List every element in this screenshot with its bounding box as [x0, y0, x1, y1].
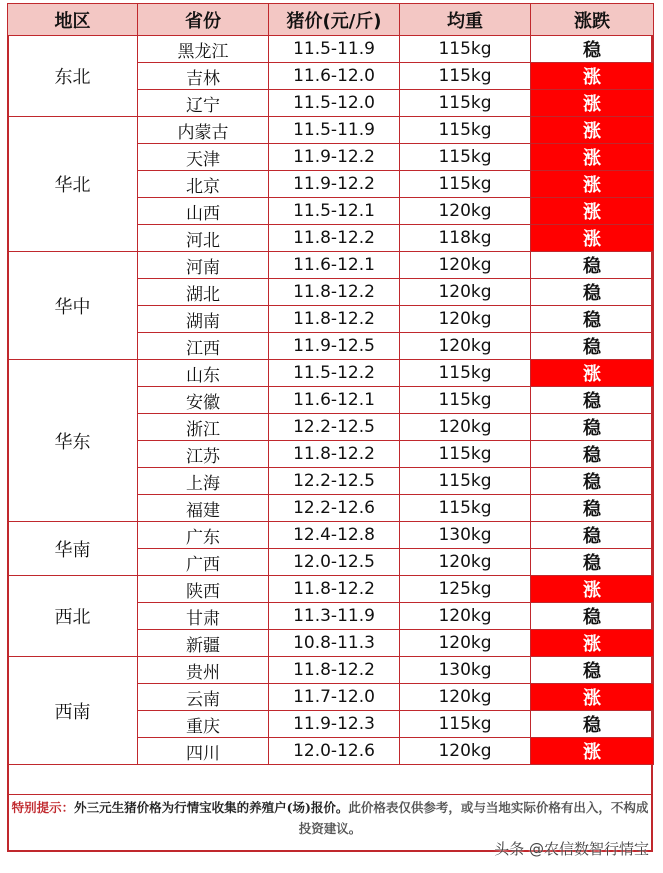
price-cell: 11.6-12.0 [269, 63, 400, 90]
province-cell: 云南 [138, 684, 269, 711]
trend-cell: 稳 [531, 603, 654, 630]
province-cell: 新疆 [138, 630, 269, 657]
table-row [8, 360, 654, 387]
trend-cell: 涨 [531, 576, 654, 603]
weight-cell: 115kg [400, 387, 531, 414]
weight-cell: 115kg [400, 468, 531, 495]
region-cell: 华南 [8, 522, 138, 576]
trend-cell: 稳 [531, 549, 654, 576]
price-cell: 11.5-12.0 [269, 90, 400, 117]
price-cell: 11.6-12.1 [269, 252, 400, 279]
price-cell: 12.2-12.5 [269, 414, 400, 441]
table-row [8, 657, 654, 684]
weight-cell: 130kg [400, 657, 531, 684]
price-cell: 12.2-12.6 [269, 495, 400, 522]
province-cell: 山东 [138, 360, 269, 387]
trend-cell: 稳 [531, 495, 654, 522]
table-row [8, 576, 654, 603]
region-cell: 西南 [8, 657, 138, 765]
province-cell: 吉林 [138, 63, 269, 90]
weight-cell: 120kg [400, 549, 531, 576]
weight-cell: 115kg [400, 63, 531, 90]
weight-cell: 125kg [400, 576, 531, 603]
price-cell: 11.3-11.9 [269, 603, 400, 630]
weight-cell: 120kg [400, 252, 531, 279]
price-cell: 11.9-12.5 [269, 333, 400, 360]
price-cell: 11.8-12.2 [269, 576, 400, 603]
price-cell: 11.5-12.1 [269, 198, 400, 225]
pig-price-table [7, 3, 654, 765]
weight-cell: 115kg [400, 117, 531, 144]
province-cell: 山西 [138, 198, 269, 225]
table-row [8, 36, 654, 63]
table-row [8, 522, 654, 549]
trend-cell: 涨 [531, 738, 654, 765]
price-cell: 11.9-12.2 [269, 171, 400, 198]
table-row [8, 117, 654, 144]
province-cell: 安徽 [138, 387, 269, 414]
weight-cell: 130kg [400, 522, 531, 549]
province-cell: 黑龙江 [138, 36, 269, 63]
region-cell: 华中 [8, 252, 138, 360]
price-cell: 12.4-12.8 [269, 522, 400, 549]
price-cell: 11.8-12.2 [269, 441, 400, 468]
trend-cell: 涨 [531, 144, 654, 171]
weight-cell: 120kg [400, 198, 531, 225]
header-trend: 涨跌 [531, 4, 654, 36]
weight-cell: 115kg [400, 360, 531, 387]
province-cell: 重庆 [138, 711, 269, 738]
note-prefix: 特别提示： [11, 800, 75, 815]
header-region: 地区 [8, 4, 138, 36]
province-cell: 天津 [138, 144, 269, 171]
weight-cell: 120kg [400, 630, 531, 657]
trend-cell: 涨 [531, 171, 654, 198]
trend-cell: 涨 [531, 360, 654, 387]
weight-cell: 115kg [400, 711, 531, 738]
price-cell: 11.6-12.1 [269, 387, 400, 414]
weight-cell: 115kg [400, 441, 531, 468]
price-cell: 11.8-12.2 [269, 306, 400, 333]
trend-cell: 稳 [531, 387, 654, 414]
province-cell: 河北 [138, 225, 269, 252]
region-cell: 西北 [8, 576, 138, 657]
province-cell: 河南 [138, 252, 269, 279]
price-cell: 12.0-12.6 [269, 738, 400, 765]
trend-cell: 稳 [531, 414, 654, 441]
trend-cell: 稳 [531, 657, 654, 684]
province-cell: 四川 [138, 738, 269, 765]
province-cell: 辽宁 [138, 90, 269, 117]
trend-cell: 稳 [531, 522, 654, 549]
header-province: 省份 [138, 4, 269, 36]
trend-cell: 稳 [531, 441, 654, 468]
table-row [8, 252, 654, 279]
region-cell: 华东 [8, 360, 138, 522]
province-cell: 浙江 [138, 414, 269, 441]
trend-cell: 涨 [531, 117, 654, 144]
trend-cell: 涨 [531, 90, 654, 117]
price-cell: 11.5-12.2 [269, 360, 400, 387]
weight-cell: 115kg [400, 90, 531, 117]
province-cell: 贵州 [138, 657, 269, 684]
trend-cell: 稳 [531, 468, 654, 495]
price-cell: 11.5-11.9 [269, 117, 400, 144]
province-cell: 北京 [138, 171, 269, 198]
price-cell: 11.9-12.2 [269, 144, 400, 171]
price-cell: 11.9-12.3 [269, 711, 400, 738]
price-cell: 12.2-12.5 [269, 468, 400, 495]
price-cell: 11.8-12.2 [269, 657, 400, 684]
weight-cell: 115kg [400, 495, 531, 522]
weight-cell: 120kg [400, 603, 531, 630]
header-weight: 均重 [400, 4, 531, 36]
price-cell: 11.5-11.9 [269, 36, 400, 63]
province-cell: 广东 [138, 522, 269, 549]
note-rest: 此价格表仅供参考，或与当地实际价格有出入，不构成投资建议。 [298, 800, 649, 836]
trend-cell: 涨 [531, 684, 654, 711]
province-cell: 江西 [138, 333, 269, 360]
province-cell: 甘肃 [138, 603, 269, 630]
price-cell: 12.0-12.5 [269, 549, 400, 576]
price-cell: 10.8-11.3 [269, 630, 400, 657]
province-cell: 湖北 [138, 279, 269, 306]
price-cell: 11.8-12.2 [269, 279, 400, 306]
trend-cell: 稳 [531, 36, 654, 63]
region-cell: 华北 [8, 117, 138, 252]
province-cell: 江苏 [138, 441, 269, 468]
weight-cell: 115kg [400, 171, 531, 198]
trend-cell: 稳 [531, 279, 654, 306]
trend-cell: 涨 [531, 225, 654, 252]
trend-cell: 涨 [531, 198, 654, 225]
province-cell: 湖南 [138, 306, 269, 333]
note-main: 外三元生猪价格为行情宝收集的养殖户(场)报价。 [74, 800, 349, 815]
weight-cell: 115kg [400, 36, 531, 63]
weight-cell: 120kg [400, 414, 531, 441]
weight-cell: 120kg [400, 306, 531, 333]
province-cell: 内蒙古 [138, 117, 269, 144]
weight-cell: 118kg [400, 225, 531, 252]
weight-cell: 120kg [400, 738, 531, 765]
trend-cell: 稳 [531, 306, 654, 333]
trend-cell: 稳 [531, 333, 654, 360]
province-cell: 陕西 [138, 576, 269, 603]
price-cell: 11.8-12.2 [269, 225, 400, 252]
weight-cell: 120kg [400, 333, 531, 360]
province-cell: 福建 [138, 495, 269, 522]
table-body [8, 36, 654, 765]
trend-cell: 涨 [531, 630, 654, 657]
weight-cell: 120kg [400, 279, 531, 306]
trend-cell: 稳 [531, 252, 654, 279]
province-cell: 上海 [138, 468, 269, 495]
trend-cell: 涨 [531, 63, 654, 90]
watermark: 头条 @农信数智行情宝 [494, 840, 649, 858]
region-cell: 东北 [8, 36, 138, 117]
province-cell: 广西 [138, 549, 269, 576]
weight-cell: 120kg [400, 684, 531, 711]
header-price: 猪价(元/斤) [269, 4, 400, 36]
weight-cell: 115kg [400, 144, 531, 171]
trend-cell: 稳 [531, 711, 654, 738]
price-cell: 11.7-12.0 [269, 684, 400, 711]
header-row [8, 4, 654, 36]
